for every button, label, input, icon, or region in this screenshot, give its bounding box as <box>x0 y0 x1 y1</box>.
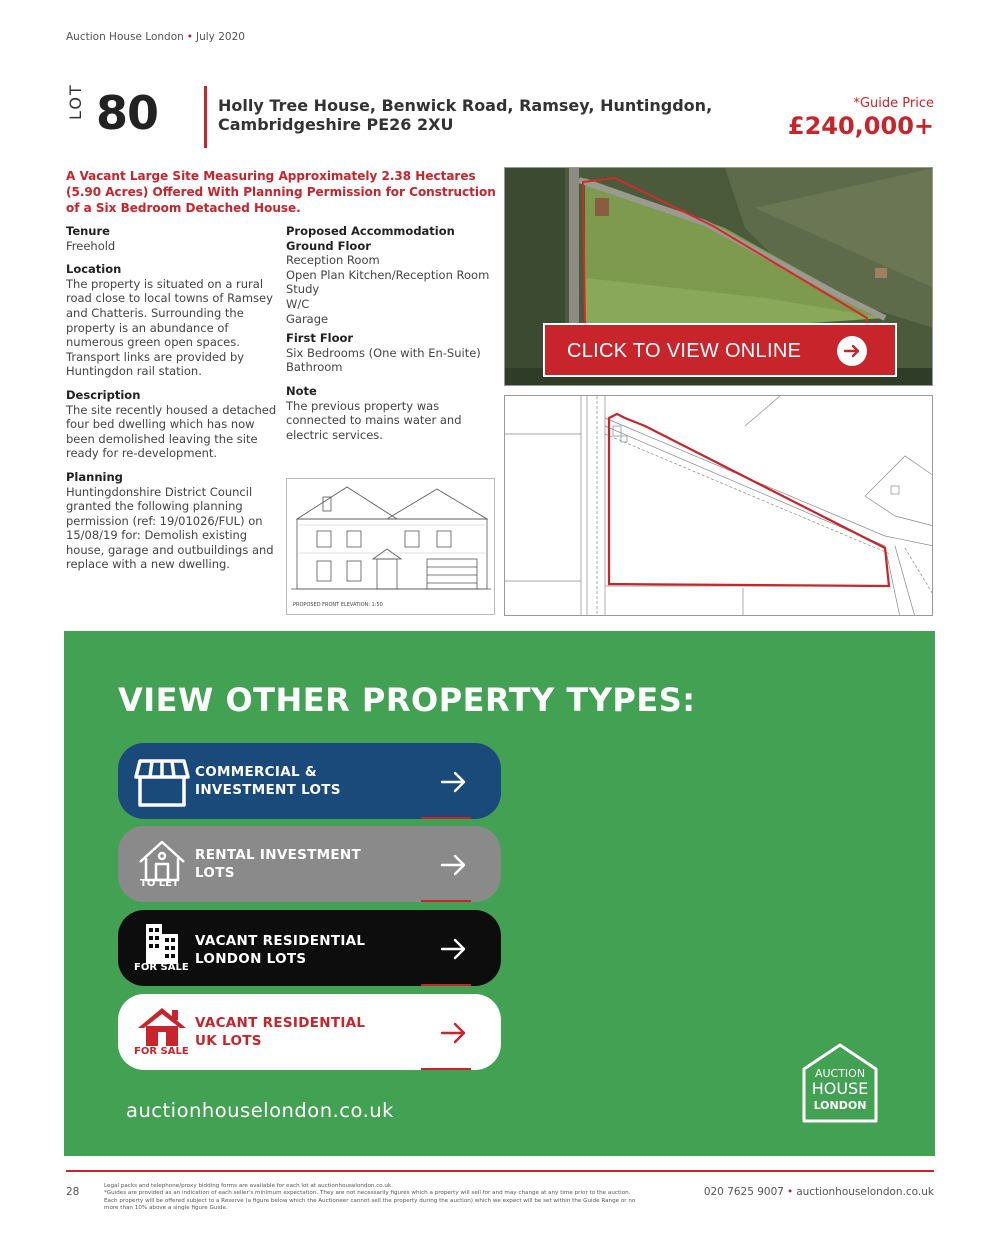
aerial-photo[interactable] <box>504 167 933 386</box>
ground-floor-room: Garage <box>286 311 329 326</box>
ground-floor-title: Ground Floor <box>286 238 371 253</box>
separator-dot: • <box>186 31 193 43</box>
location-title: Location <box>66 262 122 277</box>
button-underline <box>421 984 471 986</box>
website-link[interactable]: auctionhouselondon.co.uk <box>126 1099 394 1122</box>
house-to-let-icon <box>132 834 192 894</box>
separator-dot: • <box>786 1186 794 1198</box>
guide-price: £240,000+ <box>787 112 934 140</box>
page-header <box>66 31 245 43</box>
commercial-investment-button[interactable] <box>118 743 501 819</box>
lot-word: LOT <box>66 83 85 120</box>
site-plan-map-icon <box>505 396 933 616</box>
legal-notice: Legal packs and telephone/proxy bidding forms are available for each lot at auctionhouselondon.co.uk. *Guides are provided as an indication of each seller's minimum expectation. They are not necessarily figures which a property will sell for and may change at any time prior to the auction. Each property will be offered subject to a Reserve (a figure below which the Auctioneer cannot sell the property during the auction) which we expect will be set within the Guide Range or no more than 10% above a single figure Guide. <box>104 1183 636 1212</box>
view-online-label: CLICK TO VIEW ONLINE <box>567 340 802 362</box>
footer-contact <box>704 1186 934 1198</box>
arrow-right-icon <box>438 1018 468 1048</box>
vacant-uk-label: VACANT RESIDENTIAL UK LOTS <box>195 1015 366 1049</box>
button-underline <box>421 900 471 902</box>
vacant-london-button[interactable] <box>118 910 501 986</box>
ground-floor-room: Reception Room <box>286 253 380 268</box>
lot-divider <box>204 86 207 148</box>
description-text: The site recently housed a detached four bed dwelling which has now been demolished leaving the site ready for re-development. <box>66 402 277 461</box>
issue-date: July 2020 <box>196 31 245 43</box>
ground-floor-room: W/C <box>286 296 310 311</box>
to-let-badge: TO LET <box>140 878 179 889</box>
logo-line2: HOUSE <box>811 1079 869 1098</box>
arrow-right-icon <box>837 336 867 366</box>
location-text: The property is situated on a rural road close to local towns of Ramsey and Chatteris. Surrounding the property is an abundance of numerous green open spaces. Transport links are provided by Huntingdon rail station. <box>66 276 273 379</box>
site-plan <box>504 395 933 616</box>
commercial-label: COMMERCIAL & INVESTMENT LOTS <box>195 764 341 798</box>
accommodation-title: Proposed Accommodation <box>286 224 455 238</box>
arrow-right-icon <box>438 934 468 964</box>
page-number: 28 <box>66 1186 80 1198</box>
logo-line1: AUCTION <box>814 1067 866 1080</box>
for-sale-badge: FOR SALE <box>134 962 189 973</box>
note-title: Note <box>286 383 317 398</box>
lot-label <box>64 83 100 136</box>
lot-number: 80 <box>96 86 159 140</box>
button-underline <box>421 817 471 819</box>
arrow-right-icon <box>438 767 468 797</box>
house-for-sale-icon <box>132 1002 192 1062</box>
vacant-london-label: VACANT RESIDENTIAL LONDON LOTS <box>195 933 366 967</box>
tenure-text: Freehold <box>66 238 116 253</box>
apartment-building-icon <box>132 918 192 978</box>
drawing-caption: PROPOSED FRONT ELEVATION: 1:50 <box>293 602 383 608</box>
footer-divider <box>66 1170 934 1172</box>
other-property-types-panel <box>64 631 935 1156</box>
guide-price-label: *Guide Price <box>853 96 934 111</box>
lot-address: Holly Tree House, Benwick Road, Ramsey, Huntingdon, Cambridgeshire PE26 2XU <box>218 96 713 134</box>
note-text: The previous property was connected to mains water and electric services. <box>286 398 462 442</box>
button-underline <box>421 1068 471 1070</box>
rental-investment-button[interactable] <box>118 826 501 902</box>
logo-line3: LONDON <box>813 1099 867 1112</box>
planning-text: Huntingdonshire District Council granted the following planning permission (ref: 19/01026/FUL) on 15/08/19 for: Demolish existing house, garage and outbuildings and replace with a new dwelling. <box>66 484 274 572</box>
other-types-title: VIEW OTHER PROPERTY TYPES: <box>118 681 696 719</box>
footer-website[interactable]: auctionhouselondon.co.uk <box>796 1186 934 1198</box>
first-floor-room: Six Bedrooms (One with En-Suite) <box>286 345 481 360</box>
house-elevation-icon <box>287 479 494 614</box>
shop-icon <box>132 751 192 811</box>
first-floor-room: Bathroom <box>286 360 343 375</box>
accommodation-column <box>286 224 501 442</box>
auction-house-logo <box>800 1041 880 1125</box>
brand-name: Auction House London <box>66 31 184 43</box>
ground-floor-room: Study <box>286 282 320 297</box>
details-column <box>66 224 281 572</box>
vacant-uk-button[interactable] <box>118 994 501 1070</box>
phone-number: 020 7625 9007 <box>703 1186 784 1198</box>
tenure-title: Tenure <box>66 224 110 238</box>
for-sale-badge: FOR SALE <box>134 1046 189 1057</box>
arrow-right-icon <box>438 850 468 880</box>
planning-title: Planning <box>66 469 123 484</box>
front-elevation-drawing <box>286 478 495 615</box>
description-title: Description <box>66 387 141 402</box>
ground-floor-room: Open Plan Kitchen/Reception Room <box>286 267 490 282</box>
view-online-button[interactable] <box>543 323 897 377</box>
lot-headline: A Vacant Large Site Measuring Approximately 2.38 Hectares (5.90 Acres) Offered With Planning Permission for Construction of a Six Bedroom Detached House. <box>66 169 496 215</box>
rental-label: RENTAL INVESTMENT LOTS <box>195 847 362 881</box>
first-floor-title: First Floor <box>286 331 354 346</box>
